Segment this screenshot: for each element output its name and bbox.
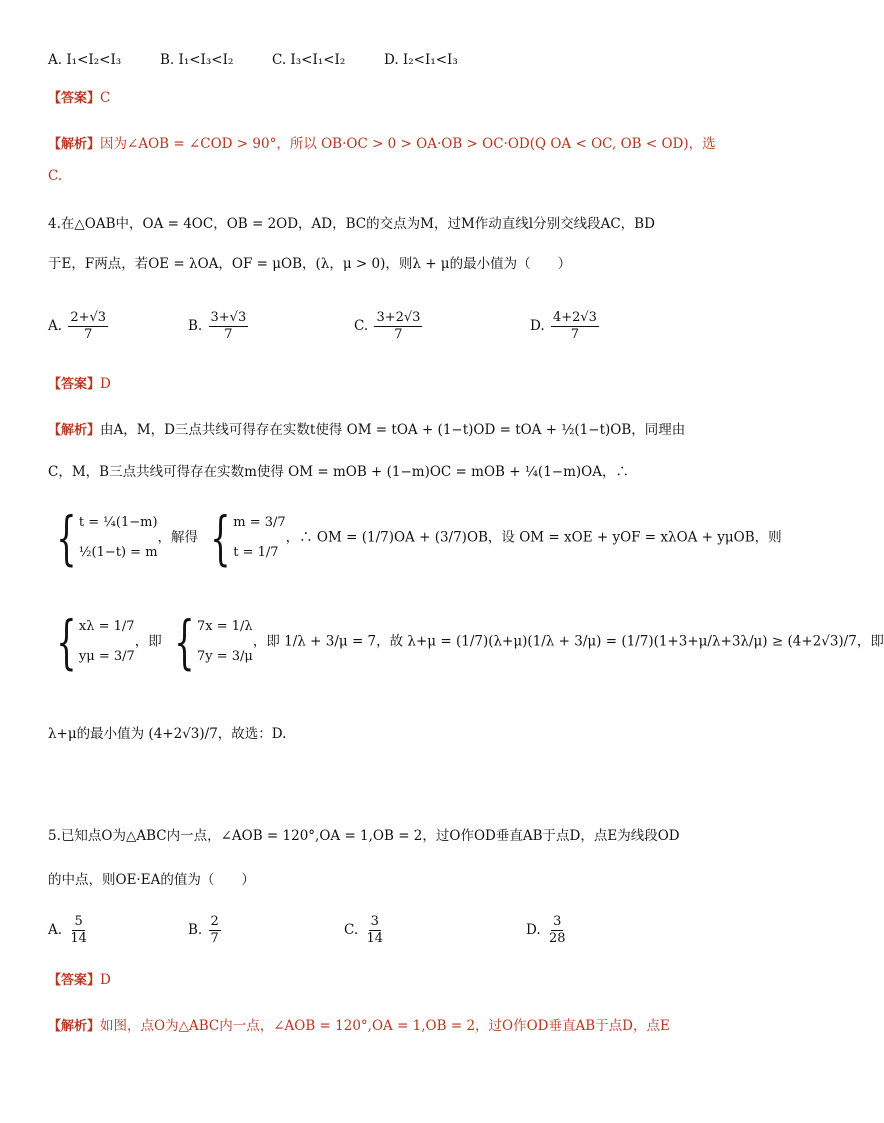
answer-value: D bbox=[100, 376, 111, 392]
option-fraction bbox=[547, 914, 568, 947]
q5-option-c[interactable] bbox=[344, 914, 387, 947]
q3-analysis-line2: C. bbox=[48, 168, 63, 184]
q3-answer bbox=[48, 88, 110, 109]
analysis-label: 【解析】 bbox=[48, 137, 101, 152]
left-brace: { bbox=[210, 504, 231, 572]
option-letter: D. bbox=[526, 922, 541, 938]
equation-system bbox=[233, 508, 285, 568]
numerator: 2+√3 bbox=[70, 310, 107, 325]
analysis-text: 如图，点O为△ABC内一点，∠AOB = 120°,OA = 1,OB = 2，过O作OD垂直AB于点D，点E bbox=[100, 1018, 670, 1034]
numerator: 4+2√3 bbox=[552, 310, 597, 325]
q4-analysis-line5: λ+μ的最小值为 (4+2√3)/7，故选：D. bbox=[48, 726, 287, 742]
option-letter: B. bbox=[188, 922, 203, 938]
q4-option-a[interactable] bbox=[48, 310, 110, 343]
denominator: 7 bbox=[84, 327, 93, 342]
answer-value: C bbox=[100, 90, 111, 106]
equation: t = 1/7 bbox=[233, 545, 279, 560]
denominator: 14 bbox=[70, 931, 87, 946]
q5-answer bbox=[48, 970, 111, 991]
q4-option-c[interactable] bbox=[354, 310, 424, 343]
analysis-text: 因为∠AOB = ∠COD > 90°，所以 OB·OC > 0 > OA·OB > OC·OD(Q OA < OC, OB < OD)，选 bbox=[100, 136, 716, 152]
denominator: 14 bbox=[366, 931, 383, 946]
option-letter: D. bbox=[530, 318, 545, 334]
q4-analysis-line2: C，M，B三点共线可得存在实数m使得 OM = mOB + (1−m)OC = mOB + ¼(1−m)OA，∴ bbox=[48, 464, 629, 480]
answer-value: D bbox=[100, 972, 111, 988]
q4-stem-line1: 4.在△OAB中，OA = 4OC，OB = 2OD，AD，BC的交点为M，过M作动直线l分别交线段AC，BD bbox=[48, 216, 655, 232]
option-fraction bbox=[68, 914, 89, 947]
equation-system bbox=[79, 612, 135, 672]
option-fraction bbox=[209, 914, 221, 947]
option-letter: A. bbox=[48, 922, 63, 938]
answer-label: 【答案】 bbox=[48, 377, 101, 392]
analysis-text: 由A，M，D三点共线可得存在实数t使得 OM = tOA + (1−t)OD = tOA + ½(1−t)OB，同理由 bbox=[100, 422, 686, 438]
solve-text: ，解得 bbox=[157, 529, 199, 546]
q4-analysis-line1 bbox=[48, 420, 685, 441]
q3-analysis bbox=[48, 134, 716, 155]
q5-option-a[interactable] bbox=[48, 914, 91, 947]
equation-system bbox=[197, 612, 253, 672]
q5-analysis bbox=[48, 1016, 670, 1037]
mid-text: ，即 bbox=[134, 633, 162, 650]
equation: xλ = 1/7 bbox=[78, 619, 135, 634]
q5-option-d[interactable] bbox=[526, 914, 569, 947]
equation: yμ = 3/7 bbox=[78, 649, 135, 664]
option-letter: C. bbox=[344, 922, 359, 938]
q5-stem-line1: 5.已知点O为△ABC内一点，∠AOB = 120°,OA = 1,OB = 2，过O作OD垂直AB于点D，点E为线段OD bbox=[48, 828, 680, 844]
denominator: 7 bbox=[210, 931, 219, 946]
option-fraction bbox=[374, 310, 422, 343]
q3-option-c[interactable]: C. I₃<I₁<I₂ bbox=[272, 52, 346, 68]
option-letter: A. bbox=[48, 318, 63, 334]
equation: 7x = 1/λ bbox=[196, 619, 253, 634]
analysis-label: 【解析】 bbox=[48, 1019, 101, 1034]
option-letter: C. bbox=[354, 318, 369, 334]
numerator: 3 bbox=[370, 914, 379, 929]
q4-analysis-line3 bbox=[48, 504, 782, 572]
q4-option-d[interactable] bbox=[530, 310, 601, 343]
answer-label: 【答案】 bbox=[48, 91, 101, 106]
numerator: 3 bbox=[553, 914, 562, 929]
option-fraction bbox=[551, 310, 599, 343]
answer-label: 【答案】 bbox=[48, 973, 101, 988]
q3-option-d[interactable]: D. I₂<I₁<I₃ bbox=[384, 52, 458, 68]
left-brace: { bbox=[56, 504, 77, 572]
analysis-text: ，即 1/λ + 3/μ = 7，故 λ+μ = (1/7)(λ+μ)(1/λ + 3/μ) = (1/7)(1+3+μ/λ+3λ/μ) ≥ (4+2√3)/7，即 bbox=[252, 633, 884, 650]
q4-analysis-line4 bbox=[48, 608, 884, 676]
q3-option-b[interactable]: B. I₁<I₃<I₂ bbox=[160, 52, 234, 68]
equation: t = ¼(1−m) bbox=[78, 515, 158, 530]
equation: m = 3/7 bbox=[233, 515, 286, 530]
option-fraction bbox=[209, 310, 249, 343]
equation: ½(1−t) = m bbox=[78, 545, 158, 560]
numerator: 2 bbox=[210, 914, 219, 929]
left-brace: { bbox=[56, 608, 77, 676]
denominator: 7 bbox=[224, 327, 233, 342]
left-brace: { bbox=[174, 608, 195, 676]
equation-system bbox=[79, 508, 158, 568]
numerator: 5 bbox=[74, 914, 83, 929]
denominator: 7 bbox=[570, 327, 580, 342]
q4-stem-line2: 于E，F两点，若OE = λOA，OF = μOB，(λ，μ > 0)，则λ + μ的最小值为（ ） bbox=[48, 256, 572, 272]
numerator: 3+2√3 bbox=[376, 310, 421, 325]
q5-option-b[interactable] bbox=[188, 914, 223, 947]
q5-stem-line2: 的中点，则OE·EA的值为（ ） bbox=[48, 872, 255, 888]
option-letter: B. bbox=[188, 318, 203, 334]
q4-option-b[interactable] bbox=[188, 310, 250, 343]
q4-answer bbox=[48, 374, 111, 395]
option-fraction bbox=[68, 310, 108, 343]
q3-option-a[interactable]: A. I₁<I₂<I₃ bbox=[48, 52, 122, 68]
option-fraction bbox=[364, 914, 385, 947]
denominator: 28 bbox=[548, 931, 566, 946]
analysis-label: 【解析】 bbox=[48, 423, 101, 438]
equation: 7y = 3/μ bbox=[196, 649, 253, 664]
numerator: 3+√3 bbox=[210, 310, 247, 325]
denominator: 7 bbox=[394, 327, 403, 342]
analysis-text: ，∴ OM = (1/7)OA + (3/7)OB，设 OM = xOE + yOF = xλOA + yμOB，则 bbox=[285, 529, 782, 546]
